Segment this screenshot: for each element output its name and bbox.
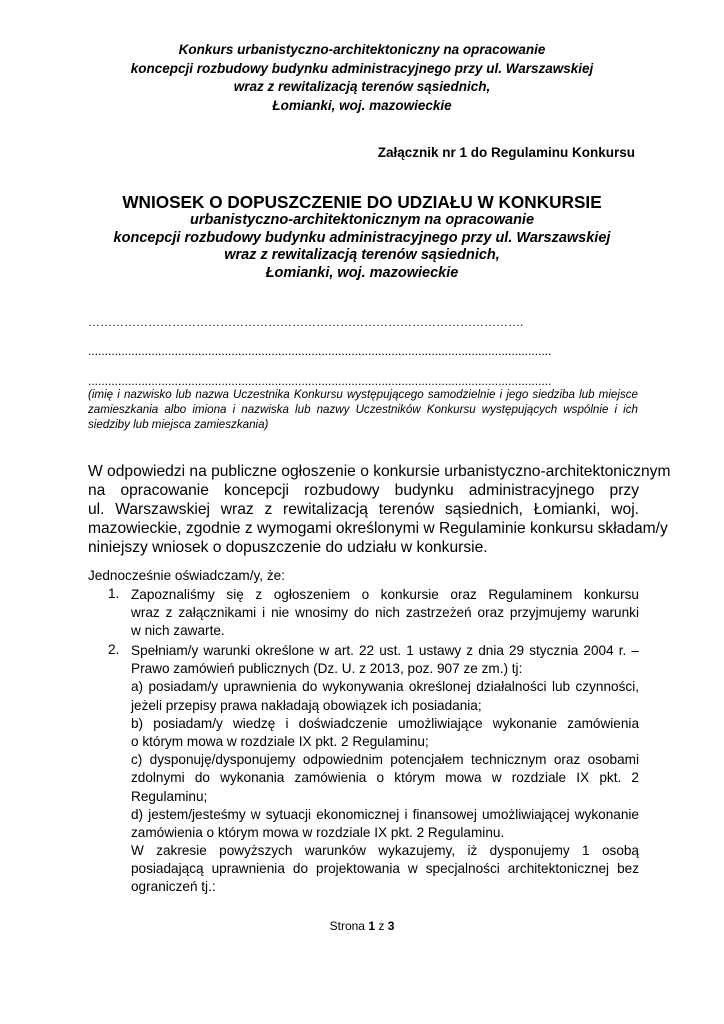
footer-sep: z <box>378 919 385 933</box>
item-line: Prawo zamówień publicznych (Dz. U. z 2013, poz. 907 ze zm.) tj: <box>131 661 523 677</box>
page-footer <box>0 919 724 933</box>
item-line: o którym mowa w rozdziale IX pkt. 2 Regulaminu; <box>131 733 429 749</box>
intro-line: ul. Warszawskiej wraz z rewitalizacją terenów sąsiednich, Łomianki, woj. <box>88 501 639 518</box>
header-line: Łomianki, woj. mazowieckie <box>272 97 452 113</box>
item-line: wraz z załącznikami i nie wnosimy do nich zastrzeżeń oraz przyjmujemy warunki <box>131 605 639 621</box>
intro-line: na opracowanie koncepcji rozbudowy budynku administracyjnego przy <box>88 482 639 499</box>
item-number: 1. <box>108 586 120 601</box>
item-line: W zakresie powyższych warunków wykazujemy, iż dysponujemy 1 osobą <box>131 843 639 859</box>
subtitle-line: urbanistyczno-architektonicznym na opracowanie <box>189 212 535 228</box>
item-line: zdolnymi do wykonania zamówienia o którym mowa w rozdziale IX pkt. 2 <box>131 770 639 786</box>
attachment-label: Załącznik nr 1 do Regulaminu Konkursu <box>377 145 635 160</box>
fill-line-3[interactable]: ........................................................................................................................................... <box>88 374 552 388</box>
intro-line: mazowieckie, zgodnie z wymogami określonymi w Regulaminie konkursu składam/y <box>88 520 668 537</box>
subtitle-line: koncepcji rozbudowy budynku administracyjnego przy ul. Warszawskiej <box>113 229 611 246</box>
item-line: d) jestem/jesteśmy w sytuacji ekonomicznej i finansowej umożliwiającej wykonanie <box>131 806 639 822</box>
footer-prefix: Strona <box>329 919 365 933</box>
item-line: Zapoznaliśmy się z ogłoszeniem o konkursie oraz Regulaminem konkursu <box>131 587 639 602</box>
header-line: koncepcji rozbudowy budynku administracyjnego przy ul. Warszawskiej <box>130 60 594 76</box>
subtitle-line: Łomianki, woj. mazowieckie <box>265 264 459 281</box>
item-line: w nich zawarte. <box>131 623 225 639</box>
intro-line: W odpowiedzi na publiczne ogłoszenie o konkursie urbanistyczno-architektonicznym <box>88 463 671 480</box>
item-line: ograniczeń tj.: <box>131 879 216 895</box>
fill-note: (imię i nazwisko lub nazwa Uczestnika Konkursu występującego samodzielnie i jego siedziba lub miejsce zamieszkania albo imiona i nazwiska lub nazwy Uczestników Konkursu występujących wspólnie i ich siedziby lub miejsca zamieszkania) <box>88 388 638 431</box>
list-item <box>131 642 639 897</box>
fill-line-2[interactable]: ........................................................................................................................................... <box>88 344 552 358</box>
item-line: Regulaminu; <box>131 788 208 804</box>
declaration-intro: Jednocześnie oświadczam/y, że: <box>88 568 285 583</box>
intro-paragraph <box>88 462 671 557</box>
intro-line: niniejszy wniosek o dopuszczenie do udziału w konkursie. <box>88 539 488 556</box>
item-line: Spełniam/y warunki określone w art. 22 ust. 1 ustawy z dnia 29 stycznia 2004 r. – <box>131 643 639 658</box>
item-number: 2. <box>108 642 120 657</box>
document-subtitle <box>0 212 724 282</box>
item-line: c) dysponuję/dysponujemy odpowiednim potencjałem technicznym oraz osobami <box>131 752 639 768</box>
header-line: Konkurs urbanistyczno-architektoniczny na opracowanie <box>178 42 546 57</box>
fill-line-1[interactable]: ………………………………………………………………………………………………. <box>88 315 524 329</box>
item-line: b) posiadam/y wiedzę i doświadczenie umożliwiające wykonanie zamówienia <box>131 715 639 731</box>
header-line: wraz z rewitalizacją terenów sąsiednich, <box>233 79 491 94</box>
item-line: a) posiadam/y uprawnienia do wykonywania określonej działalności lub czynności, <box>131 679 639 695</box>
footer-page: 1 <box>368 919 375 933</box>
item-line: posiadającą uprawnienia do projektowania w specjalności architektonicznej bez <box>131 861 639 877</box>
item-line: zamówienia o którym mowa w rozdziale IX pkt. 2 Regulaminu. <box>131 824 505 840</box>
document-header <box>0 41 724 115</box>
subtitle-line: wraz z rewitalizacją terenów sąsiednich, <box>224 247 500 263</box>
item-line: jeżeli przepisy prawa nakładają obowiązek ich posiadania; <box>131 697 482 713</box>
list-item <box>131 586 639 641</box>
document-title: WNIOSEK O DOPUSZCZENIE DO UDZIAŁU W KONKURSIE <box>122 192 602 212</box>
footer-total: 3 <box>387 919 395 933</box>
